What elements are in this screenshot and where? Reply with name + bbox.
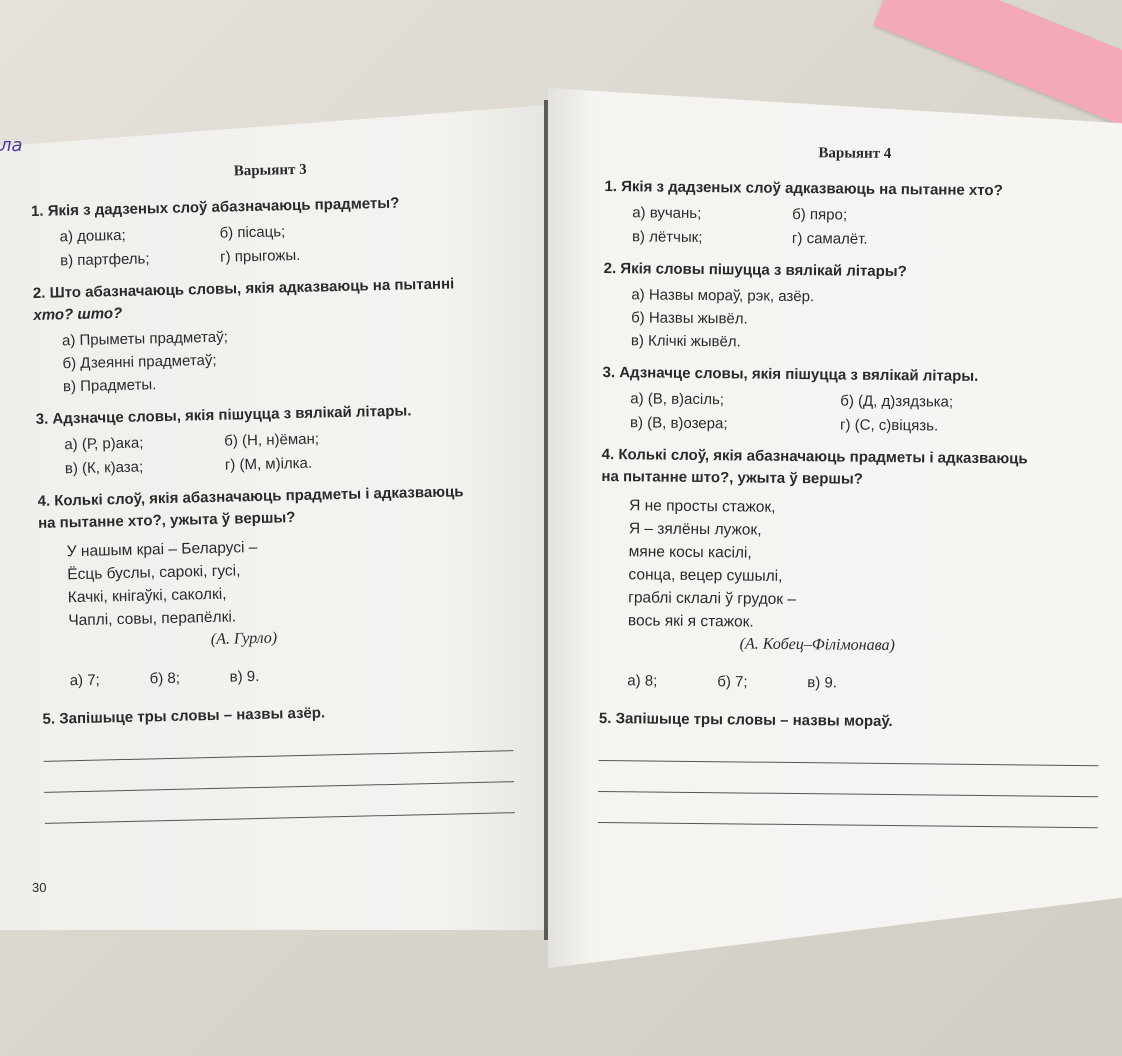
option: в) (В, в)озера; [629,414,728,433]
page-number: 30 [32,880,47,895]
question-4-line-2: на пытанне хто?, ужыта ў вершы? [37,509,296,532]
question-4-line-1: 4. Колькі слоў, якія абазначаюць прадметы і адказваюць [601,445,1028,468]
question-2-options [603,284,1104,357]
option: в) 9. [229,667,260,686]
question-3-options [36,424,517,481]
poem-line: вось які я стажок. [627,612,754,631]
option: в) лётчык; [631,228,703,247]
poem-line: Чаплі, совы, перапёлкі. [68,608,237,630]
question-3: 3. Адзначце словы, якія пішуцца з вялікай літары. [35,402,412,428]
question-4 [601,444,1101,493]
poem-author: (А. Кобец–Філімонава) [739,635,895,655]
question-4-options [599,670,1099,697]
question-4-line-1: 4. Колькі слоў, якія абазначаюць прадметы і адказваюць [37,483,464,510]
poem-line: Ёсць буслы, сарокі, гусі, [67,562,241,584]
variant-title: Варыянт 4 [818,145,892,162]
option: а) дошка; [59,226,126,246]
question-2: 2. Якія словы пішуцца з вялікай літары? [603,259,907,281]
poem-line: Я – зялёны лужок, [628,520,762,539]
option: г) (С, с)віцязь. [839,416,939,435]
option: а) 8; [627,672,658,690]
question-1: 1. Якія з дадзеных слоў абазначаюць прадметы? [30,194,400,220]
question-5: 5. Запішыце тры словы – назвы азёр. [42,704,326,728]
option: а) (В, в)асіль; [630,390,725,409]
question-3: 3. Адзначце словы, якія пішуцца з вялікай літары. [602,363,979,385]
option: г) прыгожы. [219,246,301,266]
answer-line[interactable] [598,791,1098,797]
question-2 [33,272,514,327]
poem-author: (А. Гурло) [210,629,278,649]
option: а) вучань; [632,204,702,223]
option: г) самалёт. [791,229,868,248]
option: в) Клічкі жывёл. [630,332,741,351]
option: б) пісаць; [219,223,286,242]
poem-line: граблі склалі ў грудок – [628,589,797,609]
option: б) пяро; [792,205,848,224]
option: в) партфель; [59,250,150,270]
question-1-options [31,216,512,273]
book-spine [544,100,548,940]
answer-line[interactable] [44,750,514,762]
margin-note: ла [0,135,23,156]
option: а) (Р, р)ака; [64,434,144,454]
option: б) Назвы жывёл. [631,309,748,328]
option: в) (К, к)аза; [64,458,144,478]
poem-line: У нашым краі – Беларусі – [66,538,258,561]
question-2-line-1: 2. Што абазначаюць словы, якія адказваюць на пытанні [32,275,455,302]
question-4-options [41,660,521,693]
option: б) (Н, н)ёман; [224,430,320,450]
question-1: 1. Якія з дадзеных слоў адказваюць на пытанне хто? [604,177,1003,200]
variant-title: Варыянт 3 [233,161,307,180]
poem-line: мяне косы касілі, [628,543,752,562]
option: в) 9. [807,674,838,692]
question-4 [37,480,518,535]
question-1-options [604,202,1104,253]
variant-3-column [30,154,525,824]
poem [600,494,1101,637]
question-5: 5. Запішыце тры словы – назвы мораў. [598,709,893,731]
poem-line: Качкі, кнігаўкі, саколкі, [67,585,227,607]
question-4-line-2: на пытанне што?, ужыта ў вершы? [601,467,863,488]
poem [39,530,521,633]
answer-line[interactable] [598,760,1098,766]
poem-line: Я не просты стажок, [629,497,776,516]
question-2-line-2: хто? што? [33,304,123,324]
option: а) Прыметы прадметаў; [61,328,228,350]
variant-4-column [598,140,1105,828]
option: в) Прадметы. [62,376,157,396]
answer-line[interactable] [44,781,514,793]
option: б) Дзеянні прадметаў; [62,351,217,373]
option: а) 7; [69,671,100,690]
poem-line: сонца, вецер сушылі, [628,566,783,585]
option: б) 8; [149,669,181,688]
question-2-options [34,320,515,399]
option: г) (М, м)ілка. [224,454,313,474]
option: а) Назвы мораў, рэк, азёр. [631,286,815,306]
question-3-options [602,388,1102,439]
option: б) 7; [717,673,748,691]
option: б) (Д, д)зядзька; [840,392,954,411]
